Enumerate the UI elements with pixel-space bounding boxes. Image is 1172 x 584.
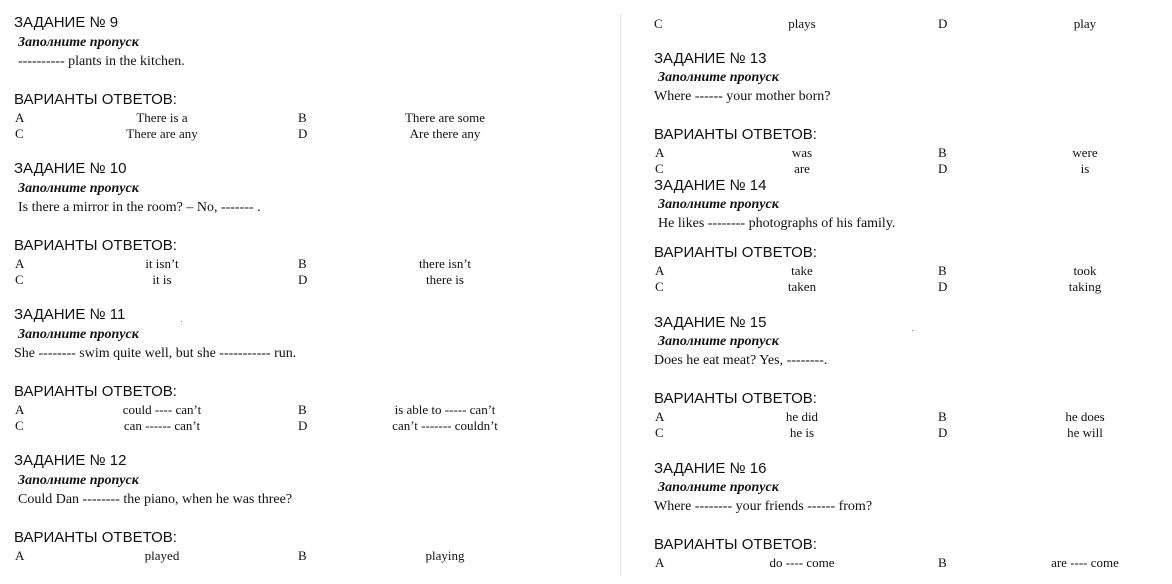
task-question: She -------- swim quite well, but she ----------- run. <box>14 346 297 361</box>
option-b[interactable]: he does <box>1065 409 1105 424</box>
option-c[interactable]: There are any <box>126 126 198 141</box>
task-title: ЗАДАНИЕ № 9 <box>14 14 119 31</box>
option-letter-a: A <box>15 402 25 417</box>
option-letter-c: C <box>15 418 24 433</box>
option-letter-b: B <box>298 256 307 271</box>
option-letter-a: A <box>15 548 25 563</box>
option-d[interactable]: taking <box>1068 279 1102 294</box>
task-instruction: Заполните пропуск <box>658 334 779 349</box>
option-b[interactable]: took <box>1073 263 1097 278</box>
option-letter-b: B <box>938 409 947 424</box>
option-letter-d: D <box>938 279 948 294</box>
option-d[interactable]: there is <box>426 272 464 287</box>
option-letter-c: C <box>654 16 663 31</box>
answers-heading: ВАРИАНТЫ ОТВЕТОВ: <box>14 383 177 400</box>
task-title: ЗАДАНИЕ № 15 <box>654 314 767 331</box>
option-letter-b: B <box>938 555 947 570</box>
task-title: ЗАДАНИЕ № 16 <box>654 460 767 477</box>
option-b[interactable]: are ---- come <box>1051 555 1119 570</box>
task-question: Where ------ your mother born? <box>654 89 831 104</box>
option-letter-b: B <box>298 548 307 563</box>
option-b[interactable]: playing <box>425 548 465 563</box>
task-title: ЗАДАНИЕ № 12 <box>14 452 127 469</box>
task-question: He likes -------- photographs of his family. <box>658 216 896 231</box>
option-a[interactable]: There is a <box>136 110 188 125</box>
task-instruction: Заполните пропуск <box>18 327 139 342</box>
option-letter-b: B <box>938 263 947 278</box>
task-question: Where -------- your friends ------ from? <box>654 499 873 514</box>
column-divider <box>620 14 621 576</box>
option-letter-d: D <box>938 161 948 176</box>
option-c[interactable]: plays <box>788 16 816 31</box>
option-d[interactable]: Are there any <box>409 126 481 141</box>
option-b[interactable]: were <box>1072 145 1098 160</box>
option-a[interactable]: he did <box>785 409 819 424</box>
option-letter-b: B <box>938 145 947 160</box>
option-a[interactable]: was <box>791 145 813 160</box>
stray-dot <box>912 330 913 331</box>
stray-dot <box>181 321 182 322</box>
task-instruction: Заполните пропуск <box>18 35 139 50</box>
option-c[interactable]: taken <box>787 279 817 294</box>
task-instruction: Заполните пропуск <box>658 70 779 85</box>
option-d[interactable]: he will <box>1067 425 1103 440</box>
option-c[interactable]: it is <box>152 272 172 287</box>
answers-heading: ВАРИАНТЫ ОТВЕТОВ: <box>654 536 817 553</box>
option-letter-c: C <box>15 126 24 141</box>
task-title: ЗАДАНИЕ № 10 <box>14 160 127 177</box>
option-d[interactable]: play <box>1073 16 1097 31</box>
option-letter-a: A <box>655 145 665 160</box>
option-letter-c: C <box>655 279 664 294</box>
option-letter-d: D <box>298 418 308 433</box>
option-letter-b: B <box>298 110 307 125</box>
task-question: ---------- plants in the kitchen. <box>18 54 185 69</box>
option-letter-d: D <box>938 425 948 440</box>
option-letter-d: D <box>298 126 308 141</box>
task-instruction: Заполните пропуск <box>658 480 779 495</box>
option-letter-d: D <box>298 272 308 287</box>
option-b[interactable]: there isn’t <box>418 256 472 271</box>
option-a[interactable]: could ---- can’t <box>122 402 202 417</box>
task-instruction: Заполните пропуск <box>658 197 779 212</box>
option-c[interactable]: can ------ can’t <box>123 418 201 433</box>
task-instruction: Заполните пропуск <box>18 473 139 488</box>
answers-heading: ВАРИАНТЫ ОТВЕТОВ: <box>654 126 817 143</box>
answers-heading: ВАРИАНТЫ ОТВЕТОВ: <box>654 244 817 261</box>
option-letter-a: A <box>655 555 665 570</box>
answers-heading: ВАРИАНТЫ ОТВЕТОВ: <box>14 529 177 546</box>
option-d[interactable]: can’t ------- couldn’t <box>392 418 498 433</box>
option-a[interactable]: take <box>791 263 813 278</box>
task-question: Does he eat meat? Yes, --------. <box>654 353 828 368</box>
task-question: Could Dan -------- the piano, when he was three? <box>18 492 293 507</box>
task-title: ЗАДАНИЕ № 11 <box>14 306 126 323</box>
option-letter-c: C <box>15 272 24 287</box>
option-letter-a: A <box>655 409 665 424</box>
option-letter-c: C <box>655 425 664 440</box>
answers-heading: ВАРИАНТЫ ОТВЕТОВ: <box>14 91 177 108</box>
option-c[interactable]: are <box>794 161 810 176</box>
option-b[interactable]: There are some <box>404 110 486 125</box>
option-letter-d: D <box>938 16 948 31</box>
task-question: Is there a mirror in the room? – No, ------- . <box>18 200 261 215</box>
option-letter-a: A <box>15 110 25 125</box>
option-letter-b: B <box>298 402 307 417</box>
option-letter-a: A <box>655 263 665 278</box>
option-a[interactable]: it isn’t <box>145 256 179 271</box>
task-title: ЗАДАНИЕ № 13 <box>654 50 767 67</box>
task-instruction: Заполните пропуск <box>18 181 139 196</box>
option-c[interactable]: he is <box>789 425 815 440</box>
option-a[interactable]: played <box>144 548 180 563</box>
task-title: ЗАДАНИЕ № 14 <box>654 177 767 194</box>
option-letter-c: C <box>655 161 664 176</box>
option-b[interactable]: is able to ----- can’t <box>394 402 496 417</box>
answers-heading: ВАРИАНТЫ ОТВЕТОВ: <box>654 390 817 407</box>
option-letter-a: A <box>15 256 25 271</box>
answers-heading: ВАРИАНТЫ ОТВЕТОВ: <box>14 237 177 254</box>
option-d[interactable]: is <box>1080 161 1090 176</box>
option-a[interactable]: do ---- come <box>769 555 835 570</box>
